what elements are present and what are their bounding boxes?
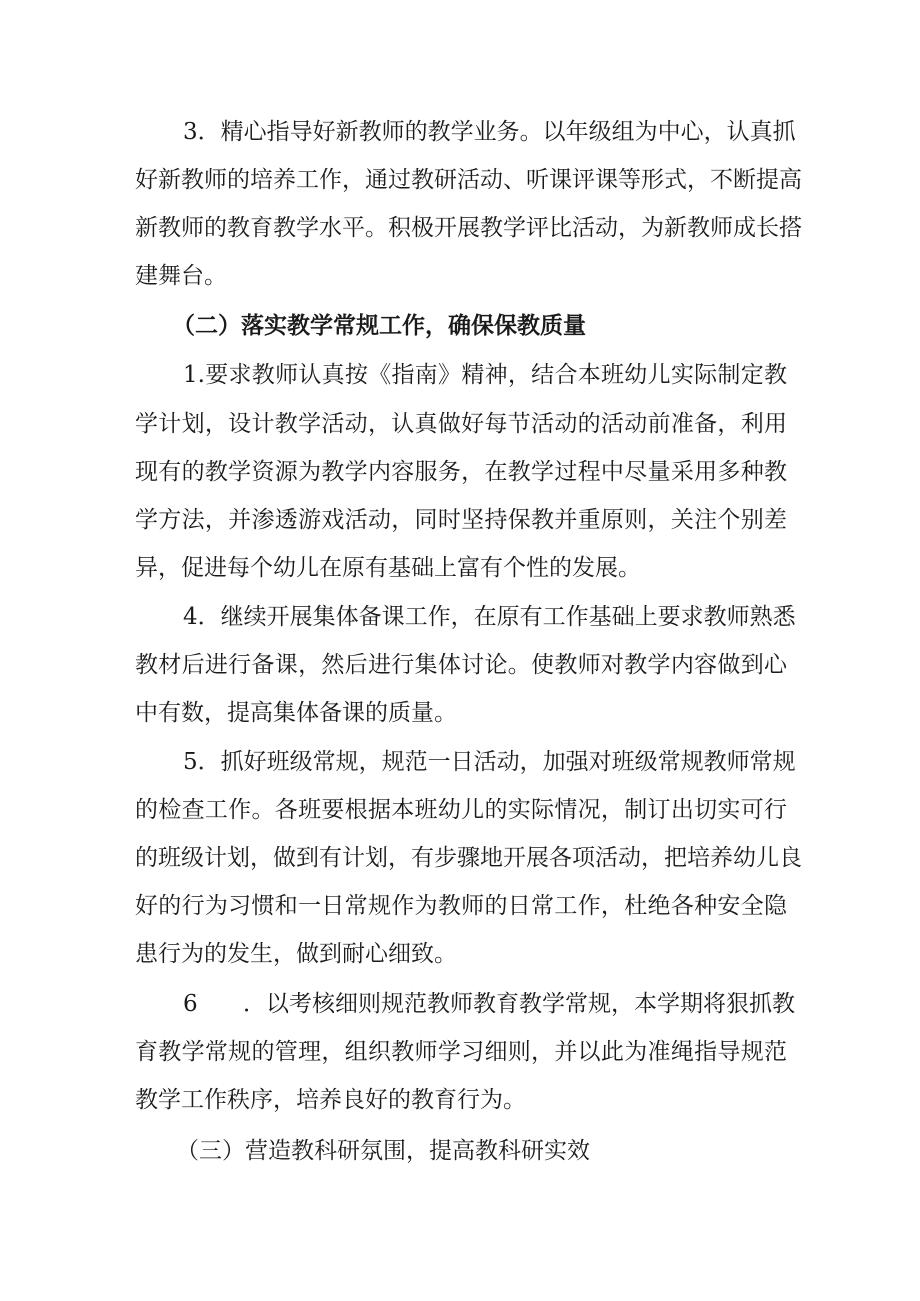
paragraph-5-line-4: 好的行为习惯和一日常规作为教师的日常工作，杜绝各种安全隐 bbox=[135, 893, 787, 919]
paragraph-4-line-3: 中有数，提高集体备课的质量。 bbox=[135, 700, 457, 726]
paragraph-5-line-3: 的班级计划，做到有计划，有步骤地开展各项活动，把培养幼儿良 bbox=[135, 845, 802, 871]
section-3-heading: （三）营造教科研氛围，提高教科研实效 bbox=[176, 1138, 590, 1164]
paragraph-6-number: 6 bbox=[183, 991, 198, 1017]
paragraph-1-line-2: 学计划，设计教学活动，认真做好每节活动的活动前准备，利用 bbox=[135, 411, 787, 437]
paragraph-5-line-2: 的检查工作。各班要根据本班幼儿的实际情况，制订出切实可行 bbox=[135, 797, 787, 823]
paragraph-6-line-2: 育教学常规的管理，组织教师学习细则，并以此为准绳指导规范 bbox=[135, 1039, 787, 1065]
paragraph-4-line-2: 教材后进行备课，然后进行集体讨论。使教师对教学内容做到心 bbox=[135, 652, 787, 678]
paragraph-3-line-2: 好新教师的培养工作，通过教研活动、听课评课等形式，不断提高 bbox=[135, 167, 802, 193]
paragraph-3-line-4: 建舞台。 bbox=[135, 263, 227, 289]
paragraph-1-line-4: 学方法，并渗透游戏活动，同时坚持保教并重原则，关注个别差 bbox=[135, 507, 787, 533]
section-2-heading: （二）落实教学常规工作，确保保教质量 bbox=[172, 312, 586, 339]
paragraph-3-line-3: 新教师的教育教学水平。积极开展教学评比活动，为新教师成长搭 bbox=[135, 215, 802, 241]
paragraph-5-line-1: 5．抓好班级常规，规范一日活动，加强对班级常规教师常规 bbox=[183, 749, 796, 775]
paragraph-1-line-3: 现有的教学资源为教学内容服务，在教学过程中尽量采用多种教 bbox=[135, 459, 787, 485]
paragraph-3-line-1: 3．精心指导好新教师的教学业务。以年级组为中心，认真抓 bbox=[183, 119, 796, 145]
paragraph-4-line-1: 4．继续开展集体备课工作，在原有工作基础上要求教师熟悉 bbox=[183, 604, 796, 630]
paragraph-6-line-1: ．以考核细则规范教师教育教学常规，本学期将狠抓教 bbox=[243, 991, 795, 1017]
paragraph-6-line-3: 教学工作秩序，培养良好的教育行为。 bbox=[135, 1087, 526, 1113]
paragraph-5-line-5: 患行为的发生，做到耐心细致。 bbox=[135, 941, 457, 967]
paragraph-1-line-5: 异，促进每个幼儿在原有基础上富有个性的发展。 bbox=[135, 555, 641, 581]
paragraph-1-line-1: 1.要求教师认真按《指南》精神，结合本班幼儿实际制定教 bbox=[183, 362, 787, 388]
